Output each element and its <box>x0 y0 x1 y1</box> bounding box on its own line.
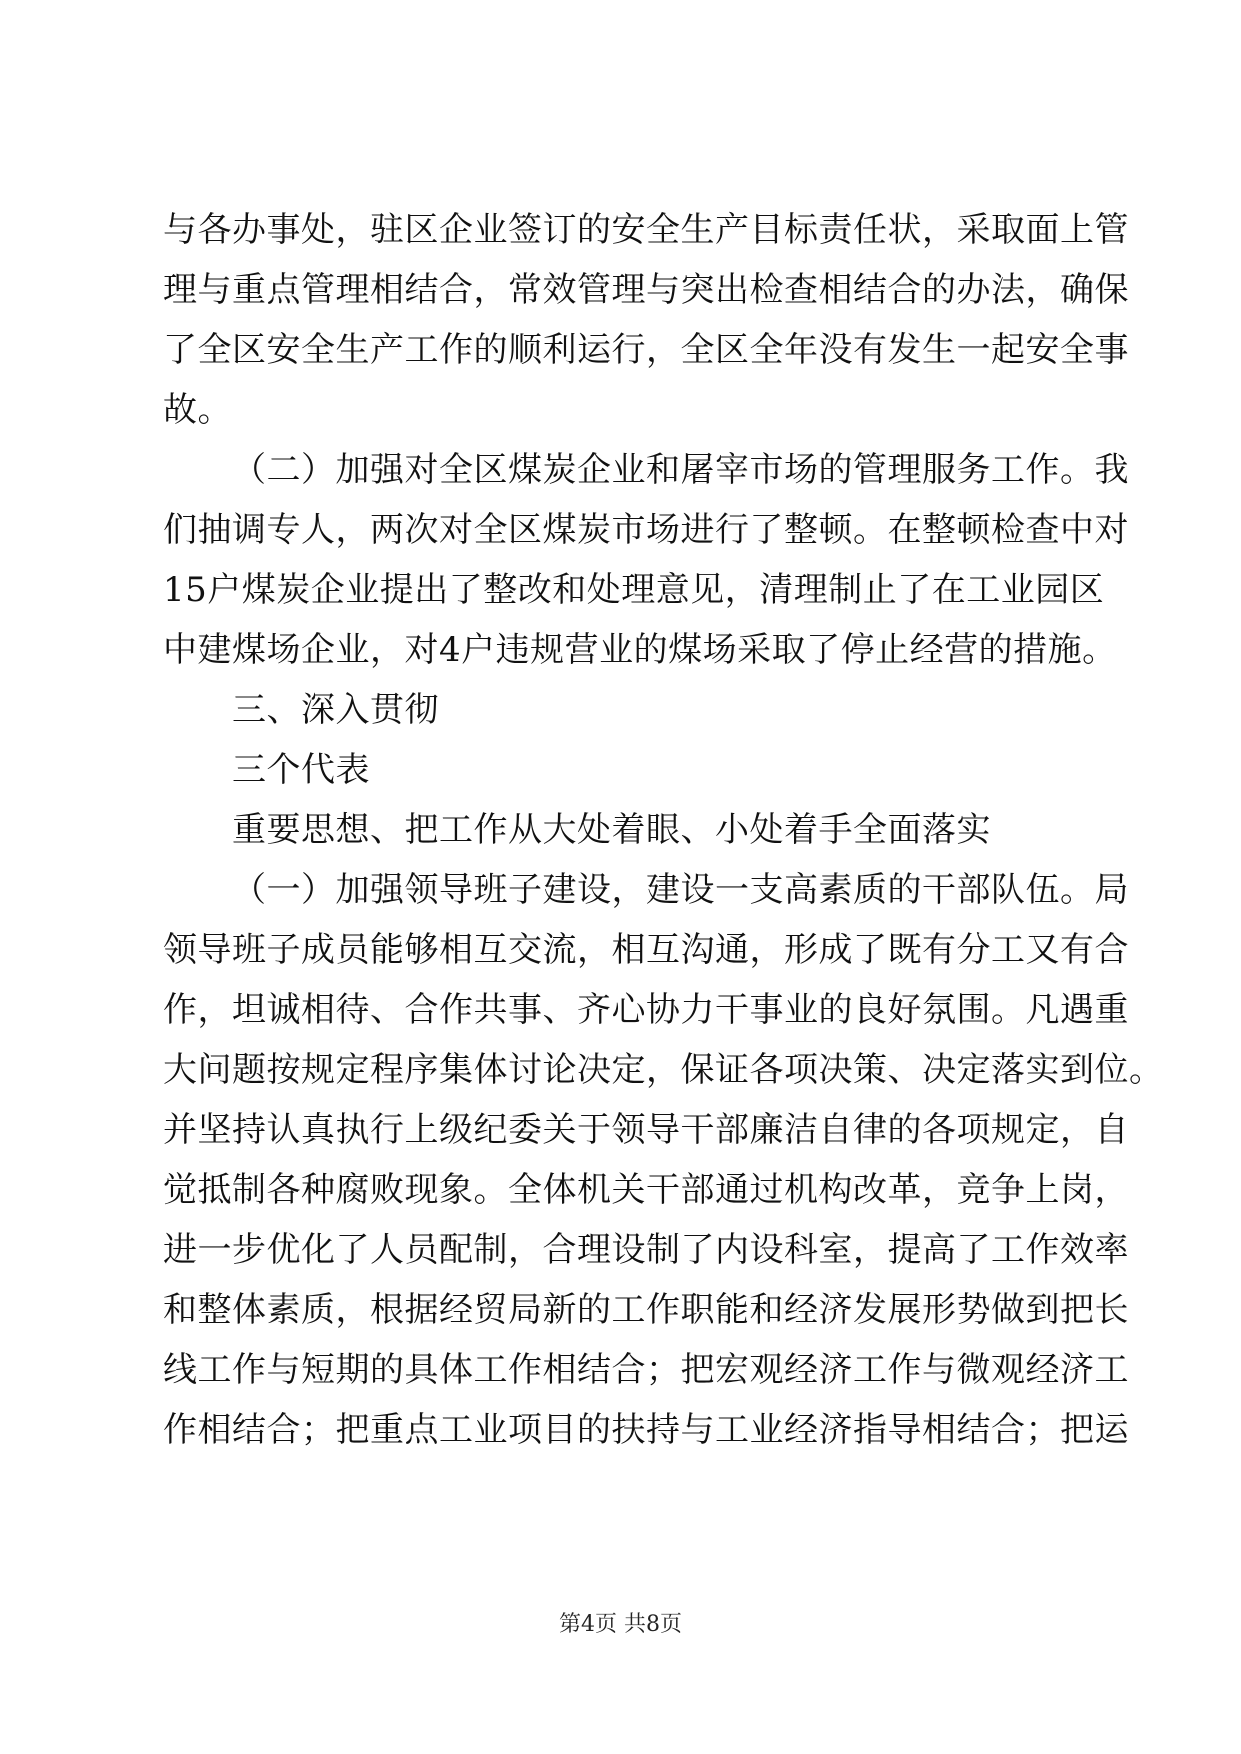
paragraph-line: 并坚持认真执行上级纪委关于领导干部廉洁自律的各项规定，自 <box>163 1110 1129 1150</box>
section-heading: 三、深入贯彻 <box>232 690 439 730</box>
page-number-footer: 第4页 共8页 <box>559 1612 682 1637</box>
paragraph-line: 领导班子成员能够相互交流，相互沟通，形成了既有分工又有合 <box>163 930 1129 970</box>
paragraph-line: 15户煤炭企业提出了整改和处理意见，清理制止了在工业园区 <box>163 570 1105 610</box>
paragraph-line: 与各办事处，驻区企业签订的安全生产目标责任状，采取面上管 <box>163 210 1129 250</box>
paragraph-line: 进一步优化了人员配制，合理设制了内设科室，提高了工作效率 <box>163 1230 1129 1270</box>
paragraph-line: 作，坦诚相待、合作共事、齐心协力干事业的良好氛围。凡遇重 <box>163 990 1129 1030</box>
paragraph-line: （一）加强领导班子建设，建设一支高素质的干部队伍。局 <box>232 870 1129 910</box>
paragraph-line: 们抽调专人，两次对全区煤炭市场进行了整顿。在整顿检查中对 <box>163 510 1129 550</box>
section-heading-line: 三个代表 <box>232 750 370 790</box>
paragraph-line: 了全区安全生产工作的顺利运行，全区全年没有发生一起安全事 <box>163 330 1129 370</box>
paragraph-line: 觉抵制各种腐败现象。全体机关干部通过机构改革，竞争上岗， <box>163 1170 1129 1210</box>
paragraph-line: 大问题按规定程序集体讨论决定，保证各项决策、决定落实到位。 <box>163 1050 1164 1090</box>
paragraph-line: 理与重点管理相结合，常效管理与突出检查相结合的办法，确保 <box>163 270 1129 310</box>
paragraph-line: 中建煤场企业，对4户违规营业的煤场采取了停止经营的措施。 <box>163 630 1117 670</box>
paragraph-line: 作相结合；把重点工业项目的扶持与工业经济指导相结合；把运 <box>163 1410 1129 1450</box>
paragraph-line: （二）加强对全区煤炭企业和屠宰市场的管理服务工作。我 <box>232 450 1129 490</box>
paragraph-line: 故。 <box>163 390 232 430</box>
paragraph-line: 和整体素质，根据经贸局新的工作职能和经济发展形势做到把长 <box>163 1290 1129 1330</box>
paragraph-line: 线工作与短期的具体工作相结合；把宏观经济工作与微观经济工 <box>163 1350 1129 1390</box>
section-heading-line: 重要思想、把工作从大处着眼、小处着手全面落实 <box>232 810 991 850</box>
